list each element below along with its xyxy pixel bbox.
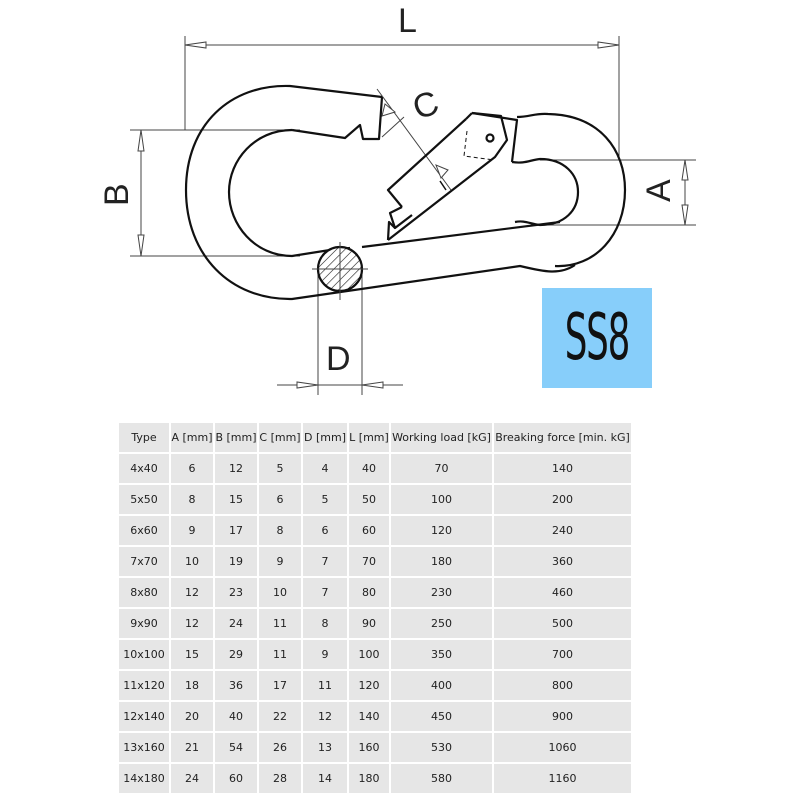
cell-d: 6 [303, 516, 347, 545]
label-B: B [98, 183, 136, 206]
cell-a: 6 [171, 454, 213, 483]
header-breaking-force: Breaking force [min. kG] [494, 423, 631, 452]
cell-c: 22 [259, 702, 301, 731]
cell-working-load: 70 [391, 454, 492, 483]
table-header-row [119, 423, 631, 452]
ss8-logo [542, 288, 652, 388]
cell-b: 29 [215, 640, 257, 669]
cell-d: 7 [303, 578, 347, 607]
cell-c: 17 [259, 671, 301, 700]
cell-working-load: 120 [391, 516, 492, 545]
carabiner-outline [186, 86, 625, 299]
cell-breaking-force: 500 [494, 609, 631, 638]
cell-working-load: 530 [391, 733, 492, 762]
header-working-load: Working load [kG] [391, 423, 492, 452]
table-row [119, 702, 631, 731]
cell-c: 10 [259, 578, 301, 607]
header-l: L [mm] [349, 423, 389, 452]
cell-b: 12 [215, 454, 257, 483]
cell-b: 15 [215, 485, 257, 514]
cell-d: 4 [303, 454, 347, 483]
cell-type: 13x160 [119, 733, 169, 762]
cell-c: 8 [259, 516, 301, 545]
cell-b: 24 [215, 609, 257, 638]
cell-b: 19 [215, 547, 257, 576]
cell-breaking-force: 140 [494, 454, 631, 483]
cell-a: 12 [171, 609, 213, 638]
cell-working-load: 100 [391, 485, 492, 514]
cell-d: 11 [303, 671, 347, 700]
cell-breaking-force: 900 [494, 702, 631, 731]
cell-working-load: 450 [391, 702, 492, 731]
cell-breaking-force: 1160 [494, 764, 631, 793]
cell-l: 180 [349, 764, 389, 793]
table-row [119, 485, 631, 514]
cell-a: 15 [171, 640, 213, 669]
table-row [119, 454, 631, 483]
cell-d: 14 [303, 764, 347, 793]
cell-breaking-force: 460 [494, 578, 631, 607]
cell-d: 9 [303, 640, 347, 669]
cell-b: 23 [215, 578, 257, 607]
cell-type: 12x140 [119, 702, 169, 731]
table-row [119, 671, 631, 700]
cell-l: 140 [349, 702, 389, 731]
cell-breaking-force: 800 [494, 671, 631, 700]
cell-working-load: 230 [391, 578, 492, 607]
cell-type: 9x90 [119, 609, 169, 638]
cell-working-load: 580 [391, 764, 492, 793]
cell-l: 120 [349, 671, 389, 700]
cell-b: 60 [215, 764, 257, 793]
cell-a: 21 [171, 733, 213, 762]
table-body [119, 454, 631, 793]
cell-working-load: 180 [391, 547, 492, 576]
cell-l: 100 [349, 640, 389, 669]
cell-l: 160 [349, 733, 389, 762]
header-d: D [mm] [303, 423, 347, 452]
cell-breaking-force: 240 [494, 516, 631, 545]
cell-c: 28 [259, 764, 301, 793]
dimension-B [130, 130, 300, 256]
cell-type: 5x50 [119, 485, 169, 514]
cell-a: 10 [171, 547, 213, 576]
cell-l: 50 [349, 485, 389, 514]
label-D: D [326, 340, 351, 378]
header-a: A [mm] [171, 423, 213, 452]
table-row [119, 609, 631, 638]
cell-l: 80 [349, 578, 389, 607]
cell-l: 70 [349, 547, 389, 576]
cell-l: 90 [349, 609, 389, 638]
cell-type: 11x120 [119, 671, 169, 700]
cell-c: 11 [259, 640, 301, 669]
cell-c: 11 [259, 609, 301, 638]
cell-b: 17 [215, 516, 257, 545]
logo-text: SS8 [564, 301, 630, 375]
cell-type: 7x70 [119, 547, 169, 576]
table-row [119, 733, 631, 762]
cell-breaking-force: 700 [494, 640, 631, 669]
cell-working-load: 400 [391, 671, 492, 700]
table-row [119, 764, 631, 793]
cell-c: 5 [259, 454, 301, 483]
header-b: B [mm] [215, 423, 257, 452]
cell-a: 18 [171, 671, 213, 700]
table-row [119, 516, 631, 545]
cell-breaking-force: 1060 [494, 733, 631, 762]
cell-c: 26 [259, 733, 301, 762]
cell-a: 24 [171, 764, 213, 793]
cell-d: 12 [303, 702, 347, 731]
cell-d: 7 [303, 547, 347, 576]
cell-b: 54 [215, 733, 257, 762]
label-A: A [640, 179, 678, 202]
cell-type: 4x40 [119, 454, 169, 483]
cell-breaking-force: 200 [494, 485, 631, 514]
table-row [119, 578, 631, 607]
header-c: C [mm] [259, 423, 301, 452]
cell-type: 10x100 [119, 640, 169, 669]
cell-working-load: 250 [391, 609, 492, 638]
cell-a: 9 [171, 516, 213, 545]
cell-type: 8x80 [119, 578, 169, 607]
cell-l: 60 [349, 516, 389, 545]
label-C: C [407, 83, 444, 128]
cell-d: 5 [303, 485, 347, 514]
cell-c: 9 [259, 547, 301, 576]
dimension-L [185, 36, 619, 160]
cell-breaking-force: 360 [494, 547, 631, 576]
cell-b: 36 [215, 671, 257, 700]
cell-d: 8 [303, 609, 347, 638]
cell-a: 12 [171, 578, 213, 607]
cell-l: 40 [349, 454, 389, 483]
cell-working-load: 350 [391, 640, 492, 669]
header-type: Type [119, 423, 169, 452]
table-row [119, 547, 631, 576]
spec-table [117, 421, 633, 795]
cell-a: 8 [171, 485, 213, 514]
cell-d: 13 [303, 733, 347, 762]
label-L: L [398, 2, 417, 40]
cell-type: 6x60 [119, 516, 169, 545]
cell-type: 14x180 [119, 764, 169, 793]
table-row [119, 640, 631, 669]
cell-b: 40 [215, 702, 257, 731]
cell-a: 20 [171, 702, 213, 731]
cell-c: 6 [259, 485, 301, 514]
